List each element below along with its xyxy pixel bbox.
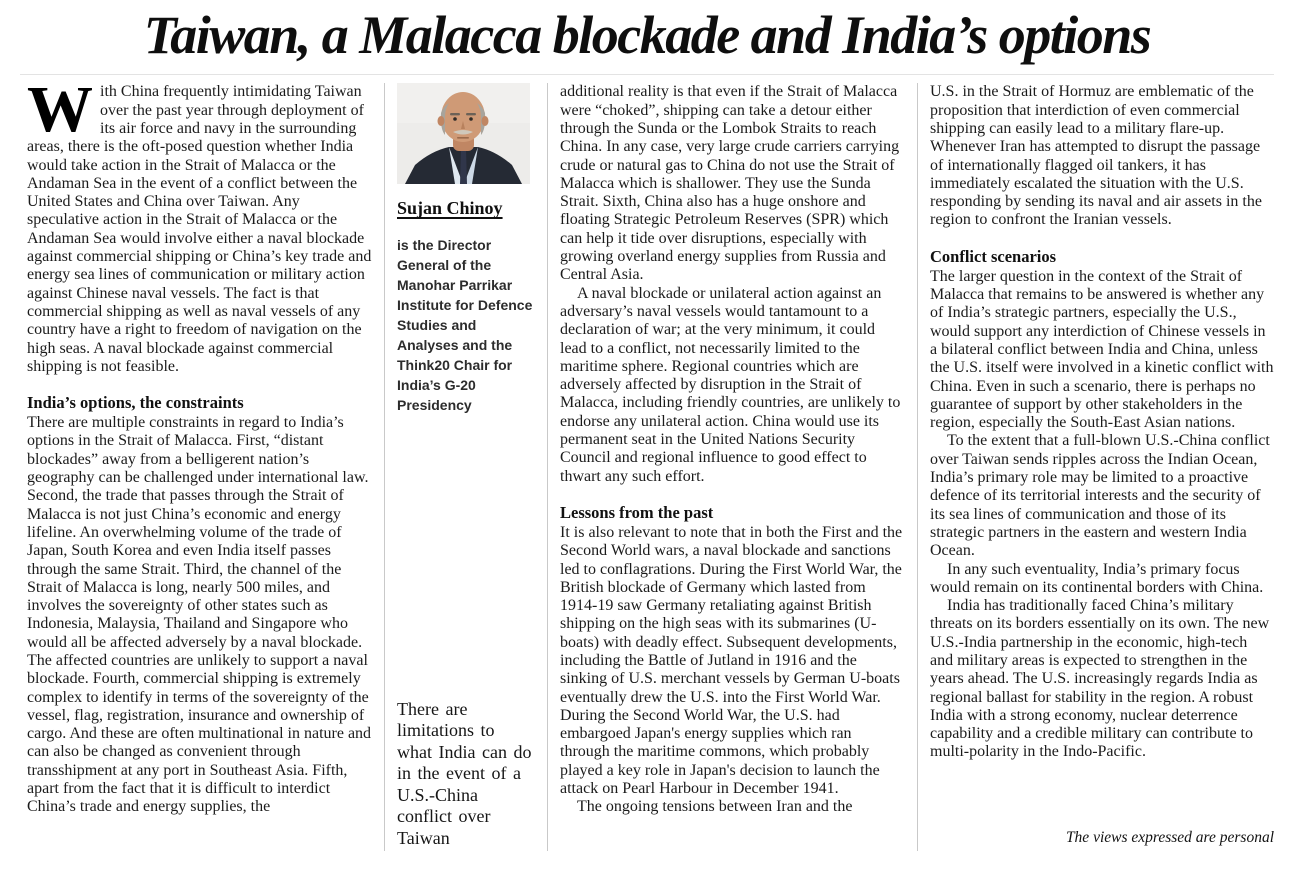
body-paragraph: additional reality is that even if the Strait of Malacca were “choked”, shipping can take a detour either through the Sunda or the Lombok Straits to reach China. In any case, very large crude carriers carrying crude or natural gas to China do not use the Strait of Malacca which is shallower. They use the Sunda Strait. Sixth, China also has a huge onshore and floating Strategic Petroleum Reserves (SPR) which can help it tide over disruptions, especially with growing overland energy supplies from Russia and Central Asia. bbox=[560, 83, 900, 284]
section-heading-scenarios: Conflict scenarios bbox=[930, 246, 1057, 266]
body-paragraph: India has traditionally faced China’s military threats on its borders essentially on its own. The new U.S.-India partnership in the economic, high-tech and military areas is expected to strengthen in the years ahead. The U.S. increasingly regards India as regional ballast for stability in the region. A robust India with a strong economy, nuclear deterrence capability and a credible military can contribute to multi-polarity in the Indo-Pacific. bbox=[930, 597, 1270, 761]
section-heading-lessons: Lessons from the past bbox=[560, 502, 714, 522]
column-divider bbox=[384, 83, 385, 851]
drop-cap: W bbox=[27, 83, 93, 147]
author-name-link[interactable]: Sujan Chinoy bbox=[397, 198, 503, 219]
body-paragraph: U.S. in the Strait of Hormuz are emblematic of the proposition that interdiction of even commercial shipping can easily lead to a military flare-up. Whenever Iran has attempted to disrupt the passage of internationally flagged oil tankers, it has immediately escalated the situation with the U.S. responding by sending its naval and air assets in the region to confront the Iranian vessels. bbox=[930, 83, 1262, 229]
body-paragraph: A naval blockade or unilateral action against an adversary’s naval vessels would tantamount to a declaration of war; at the very minimum, it could lead to a conflict, not necessarily limited to the maritime sphere. Regional countries which are adversely affected by disruption in the Strait of Malacca, including friendly countries, are unlikely to endorse any unilateral action. China would use its permanent seat in the United Nations Security Council and regional influence to good effect to thwart any such effort. bbox=[560, 284, 901, 485]
text-column-1 bbox=[27, 83, 372, 851]
body-paragraph: In any such eventuality, India’s primary focus would remain on its continental borders with China. bbox=[930, 560, 1264, 596]
lead-paragraph bbox=[27, 83, 372, 376]
body-paragraph: The larger question in the context of the Strait of Malacca that remains to be answered is whether any of India’s strategic partners, especially the U.S., would support any interdiction of Chinese vessels in a bilateral conflict between India and China, unless the U.S. itself were involved in a kinetic conflict with China. Even in such a scenario, there is perhaps no guarantee of support by other stakeholders in the region, especially the South-East Asian nations. bbox=[930, 267, 1274, 432]
author-photo bbox=[397, 83, 530, 184]
article-headline: Taiwan, a Malacca blockade and India’s options bbox=[143, 5, 1151, 65]
author-bio: is the Director General of the Manohar Parrikar Institute for Defence Studies and Analyses and the Think20 Chair for India’s G-20 Presidency bbox=[397, 237, 533, 414]
lead-paragraph-text: ith China frequently intimidating Taiwan over the past year through deployment of its air force and navy in the surrounding areas, there is the oft-posed question whether India would take action in the Strait of Malacca or the Andaman Sea in the event of a conflict between the United States and China over Taiwan. Any speculative action in the Strait of Malacca or the Andaman Sea would involve either a naval blockade against commercial shipping or China’s key trade and energy sea lines of communication or military action against Chinese naval vessels. The fact is that commercial shipping as well as naval vessels of any country have a right to freedom of navigation on the high seas. A naval blockade against commercial shipping is not feasible. bbox=[27, 83, 372, 375]
text-column-4 bbox=[930, 83, 1274, 851]
body-paragraph: It is also relevant to note that in both the First and the Second World wars, a naval blockade and sanctions led to conflagrations. During the First World War, the British blockade of Germany which lasted from 1914-19 saw Germany retaliating against British shipping on the high seas with its submarines (U-boats) with deadly effect. Subsequent developments, including the Battle of Jutland in 1916 and the sinking of U.S. merchant vessels by German U-boats eventually drew the U.S. into the First World War. During the Second World War, the U.S. had embargoed Japan's energy supplies which ran through the maritime commons, which probably played a key role in Japan's decision to launch the attack on Pearl Harbour in December 1941. bbox=[560, 523, 903, 798]
column-divider bbox=[547, 83, 548, 851]
views-disclaimer: The views expressed are personal bbox=[1065, 829, 1274, 847]
article-columns bbox=[0, 75, 1294, 851]
masthead bbox=[0, 0, 1294, 75]
body-paragraph: To the extent that a full-blown U.S.-China conflict over Taiwan sends ripples across the Indian Ocean, India’s primary role may be limited to a proactive defence of its territorial interests and the security of its sea lines of communication and those of its strategic partners in the eastern and western India Ocean. bbox=[930, 432, 1270, 560]
column-divider bbox=[917, 83, 918, 851]
author-column bbox=[397, 83, 535, 851]
section-heading-constraints: India’s options, the constraints bbox=[27, 393, 244, 413]
author-portrait-illustration bbox=[397, 83, 530, 184]
body-paragraph: There are multiple constraints in regard to India’s options in the Strait of Malacca. First, “distant blockades” away from a belligerent nation’s geography can be challenged under international law. Second, the trade that passes through the Strait of Malacca is not just China’s economic and energy lifeline. An overwhelming volume of the trade of Japan, South Korea and even India itself passes through the same Strait. Third, the channel of the Strait of Malacca is long, nearly 500 miles, and involves the sovereignty of other states such as Indonesia, Malaysia, Thailand and Singapore who would all be affected adversely by a naval blockade. The affected countries are unlikely to support a naval blockade. Fourth, commercial shipping is extremely complex to identify in terms of the sovereignty of the vessel, flag, registration, insurance and ownership of cargo. And these are often multinational in nature and can also be changed as convenient through transshipment at any port in Southeast Asia. Fifth, apart from the fact that it is difficult to interdict China’s trade and energy supplies, the bbox=[27, 414, 372, 816]
body-paragraph: The ongoing tensions between Iran and the bbox=[577, 798, 853, 816]
text-column-3 bbox=[560, 83, 905, 851]
pull-quote: There are limitations to what India can do in the event of a U.S.-China conflict over Taiwan bbox=[397, 698, 532, 848]
